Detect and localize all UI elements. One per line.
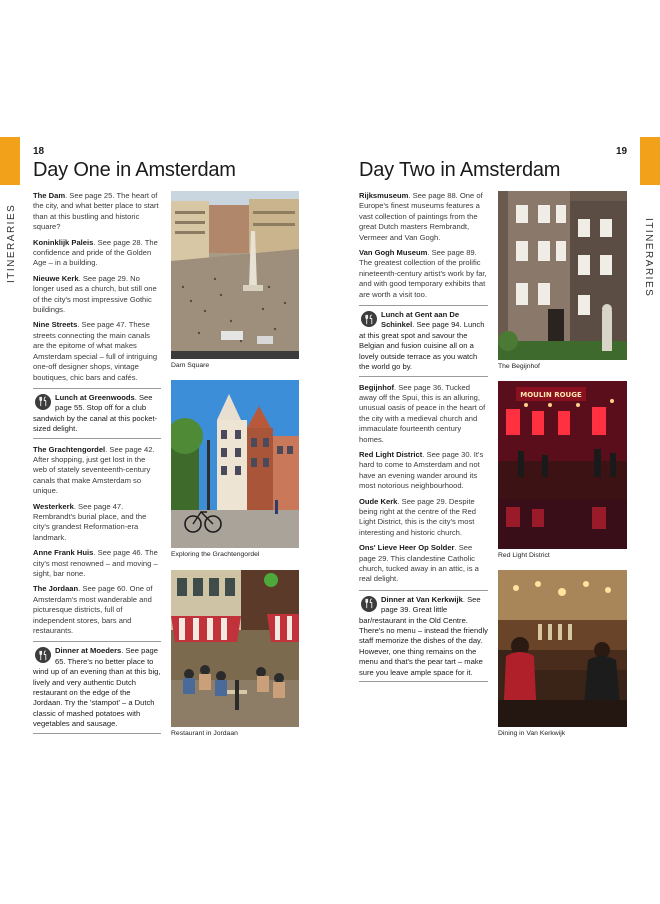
red-light-district-photo <box>498 381 627 549</box>
left-page-number: 18 <box>33 146 45 157</box>
entry: Nieuwe Kerk. See page 29. No longer used as a church, but still one of the city's most impressive Gothic buildings. <box>33 273 157 315</box>
van-kerkwijk-photo <box>498 570 627 727</box>
grachtengordel-photo <box>171 380 299 548</box>
right-section-tab <box>640 137 660 185</box>
entry: Koninklijk Paleis. See page 28. The confidence and pride of the Golden Age – in a building. <box>33 237 158 268</box>
entry: Red Light District. See page 30. It's hard to come to Amsterdam and not have an evening wander around its most notorious neighbourhood. <box>359 449 484 491</box>
meal-box: Lunch at Greenwoods. See page 55. Stop off for a club sandwich by the canal at this pocket-sized delight. <box>33 388 161 439</box>
cutlery-icon <box>35 394 51 410</box>
photo-caption: Exploring the Grachtengordel <box>171 551 260 558</box>
entry: Begijnhof. See page 36. Tucked away off the Spui, this is an alluring, unusual oasis of peace in the heart of the city with a medieval church and immaculate fourteenth century homes. <box>359 382 486 444</box>
right-text-column <box>359 191 488 688</box>
meal-box: Dinner at Moeders. See page 65. There's no better place to wind up of an evening than at this big, lively and very authentic Dutch restaurant on the edge of the Jordaan. Try the 'stampot' – a Dutch classic of mashed potatoes with vegetables and sausage. <box>33 641 161 733</box>
right-side-label: ITINERARIES <box>643 218 654 298</box>
jordaan-restaurant-photo <box>171 570 299 727</box>
entry: The Dam. See page 25. The heart of the city, and what better place to start than at this bustling and historic square? <box>33 191 159 232</box>
entry: Nine Streets. See page 47. These streets connecting the main canals are the epitome of what makes Amsterdam special – full of intriguing one-off designer shops, vintage boutiques, chic bars and cafés. <box>33 320 158 382</box>
photo-caption: Restaurant in Jordaan <box>171 730 238 737</box>
meal-box: Dinner at Van Kerkwijk. See page 39. Great little bar/restaurant in the Old Centre. There's no menu – instead the friendly staff memorize the dishes of the day. However, one thing remains on the menu and that's the pear tart – make sure you leave ample space for it. <box>359 590 488 682</box>
right-page-title: Day Two in Amsterdam <box>359 159 561 181</box>
entry: Van Gogh Museum. See page 89. The greatest collection of the prolific nineteenth-century artist's work by far, and with good temporary exhibits that are worth a visit too. <box>359 248 487 299</box>
photo-caption: Dining in Van Kerkwijk <box>498 730 566 737</box>
right-page-number: 19 <box>616 146 628 157</box>
entry: Oude Kerk. See page 29. Despite being right at the centre of the Red Light District, this is the city's most interesting and historic church. <box>359 496 476 537</box>
left-side-label: ITINERARIES <box>6 203 17 283</box>
entry: Anne Frank Huis. See page 46. The city's most renowned – and moving – sight, bar none. <box>33 548 158 578</box>
dam-square-photo <box>171 191 299 359</box>
left-text-column <box>33 191 161 740</box>
entry: The Grachtengordel. See page 42. After shopping, just get lost in the web of stately seventeenth-century canals that make Amsterdam so unique. <box>33 444 155 496</box>
moulin-rouge-sign: MOULIN ROUGE <box>520 391 582 399</box>
entry: Westerkerk. See page 47. Rembrandt's burial place, and the city's grandest Reformation-era landmark. <box>33 501 147 542</box>
photo-caption: Dam Square <box>171 362 210 369</box>
cutlery-icon <box>361 311 377 327</box>
entry: Ons' Lieve Heer Op Solder. See page 29. This clandestine Catholic church, tucked away in an attic, is a real delight. <box>359 543 479 584</box>
left-section-tab <box>0 137 20 185</box>
cutlery-icon <box>361 596 377 612</box>
entry: The Jordaan. See page 60. One of Amsterdam's most wanderable and picturesque districts, full of independent stores, bars and restaurants. <box>33 584 153 636</box>
left-page-title: Day One in Amsterdam <box>33 159 236 181</box>
photo-caption: Red Light District <box>498 552 550 559</box>
meal-box: Lunch at Gent aan De Schinkel. See page 94. Lunch at this great spot and savour the Belgian and fusion cuisine all on a lovely outside terrace as you watch the world go by. <box>359 305 488 376</box>
photo-caption: The Begijnhof <box>498 363 540 370</box>
entry: Rijksmuseum. See page 88. One of Europe's finest museums features a vast collection of paintings from the great Dutch masters Rembrandt, Vermeer and Van Gogh. <box>359 191 483 242</box>
begijnhof-photo <box>498 191 627 360</box>
